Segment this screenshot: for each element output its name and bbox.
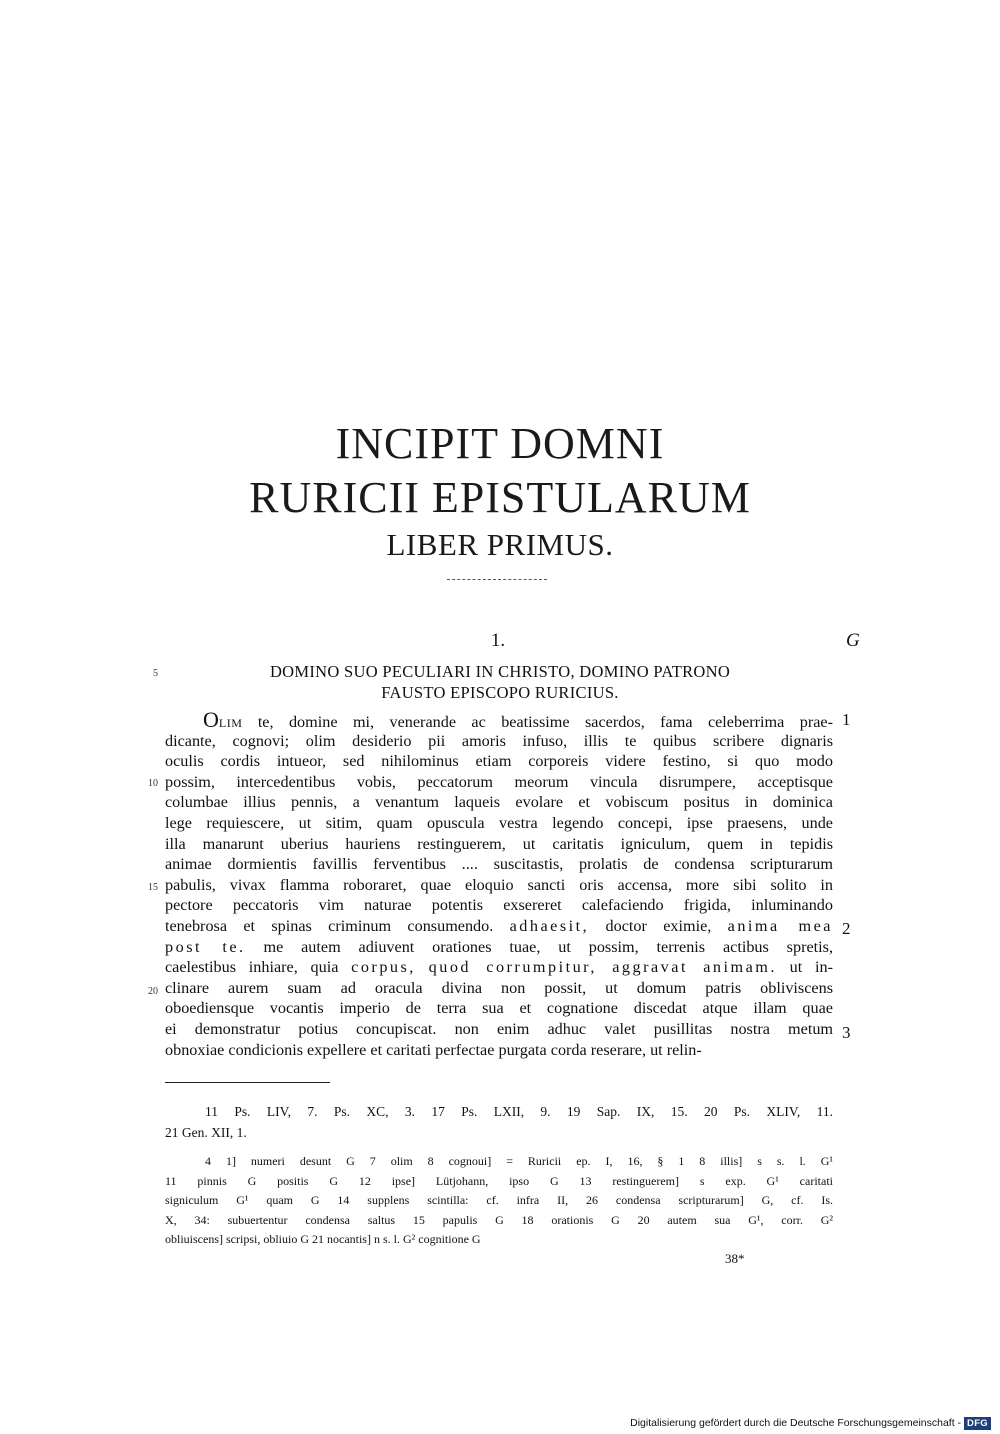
spaced-word: corpus, <box>351 958 416 977</box>
body-line: lege requiescere, ut sitim, quam opuscula vestra legendo concepi, ipse praesens, unde <box>165 813 833 832</box>
body-line: obnoxiae condicionis expellere et caritati perfectae purgata corda reserare, ut relin- <box>165 1040 702 1059</box>
line-number-address: 5 <box>153 668 158 679</box>
letter-number: 1. <box>490 630 506 651</box>
spaced-word: post te. <box>165 937 246 956</box>
critical-apparatus <box>165 1152 833 1250</box>
title-line-1: INCIPIT DOMNI <box>335 419 665 468</box>
footnote-rule <box>165 1082 330 1083</box>
body-line-text: doctor eximie, <box>605 916 712 935</box>
line-number: 10 <box>148 778 158 789</box>
spaced-word: adhaesit, <box>509 916 590 935</box>
body-line <box>165 957 833 978</box>
apparatus-line: 4 1] numeri desunt G 7 olim 8 cognoui] = Ruricii ep. I, 16, § 1 8 illis] s s. l. G¹ <box>205 1154 833 1168</box>
line-number: 20 <box>148 986 158 997</box>
source-apparatus <box>165 1101 833 1143</box>
ornament-rule <box>447 579 547 580</box>
page-number: 38* <box>725 1251 745 1266</box>
body-line-text: tenebrosa et spinas criminum consumendo. <box>165 916 494 935</box>
body-line: clinare aurem suam ad oracula divina non possit, ut domum patris obliviscens <box>165 978 833 997</box>
address-line-2: FAUSTO EPISCOPO RURICIUS. <box>381 683 619 702</box>
digitization-credit <box>630 1416 991 1430</box>
body-line-text: me autem adiuvent orationes tuae, ut possim, terrenis actibus spretis, <box>245 937 833 956</box>
title-line-3: LIBER PRIMUS. <box>386 527 614 562</box>
body-line: possim, intercedentibus vobis, peccatorum meorum vincula disrumpere, acceptisque <box>165 772 833 791</box>
manuscript-siglum: G <box>846 630 860 651</box>
apparatus-line: X, 34: subuertentur condensa saltus 15 papulis G 18 orationis G 20 autem sua G¹, corr. G² <box>165 1212 833 1227</box>
apparatus-line: obliuiscens] scripsi, obliuio G 21 nocantis] n s. l. G² cognitione G <box>165 1232 481 1246</box>
section-number: 2 <box>842 919 851 938</box>
title-line-2: RURICII EPISTULARUM <box>249 473 751 522</box>
spaced-word: quod corrumpitur, aggravat animam. <box>428 958 777 977</box>
section-number: 1 <box>842 710 851 729</box>
source-line: 11 Ps. LIV, 7. Ps. XC, 3. 17 Ps. LXII, 9. 19 Sap. IX, 15. 20 Ps. XLIV, 11. <box>205 1104 833 1119</box>
source-line: 21 Gen. XII, 1. <box>165 1125 247 1140</box>
credit-text: Digitalisierung gefördert durch die Deutsche Forschungsgemeinschaft - <box>630 1417 962 1429</box>
body-line-text: ut in- <box>776 958 833 977</box>
apparatus-line: 11 pinnis G positis G 12 ipse] Lütjohann, ipso G 13 restinguerem] s exp. G¹ caritati <box>165 1173 833 1188</box>
body-line-text: caelestibus inhiare, quia <box>165 958 352 977</box>
section-number: 3 <box>842 1023 851 1042</box>
line-number: 15 <box>148 882 158 893</box>
body-line: ei demonstratur potius concupiscat. non enim adhuc valet pusillitas nostra metum <box>165 1019 833 1038</box>
address-line-1: DOMINO SUO PECULIARI IN CHRISTO, DOMINO PATRONO <box>269 662 731 681</box>
body-line: oboediensque vocantis imperio de terra sua et cognatione discedat atque illam quae <box>165 999 833 1018</box>
body-line-text: te, domine mi, venerande ac beatissime sacerdos, fama celeberrima prae- <box>242 713 833 731</box>
body-line: animae dormientis favillis ferventibus .... suscitastis, prolatis de condensa scripturarum <box>165 855 833 874</box>
initial-smallcaps: LIM <box>218 716 243 730</box>
body-line <box>165 916 833 937</box>
body-line: dicante, cognovi; olim desiderio pii amoris infuso, illis te quibus scribere dignaris <box>165 731 833 750</box>
drop-initial: O <box>203 710 219 731</box>
body-line <box>165 937 833 958</box>
body-line: pectore peccatoris vim naturae potentis exsereret calefaciendo frigida, inluminando <box>165 896 833 915</box>
body-line: oculis cordis intueor, sed nihilominus etiam corporeis videre festino, si quo modo <box>165 752 833 771</box>
apparatus-line: signiculum G¹ quam G 14 supplens scintilla: cf. infra II, 26 condensa scripturarum] G, cf. Is. <box>165 1193 833 1207</box>
letter-body <box>165 710 833 1060</box>
body-line: pabulis, vivax flamma roboraret, quae eloquio sancti oris accensa, more sibi solito in <box>165 875 833 894</box>
body-line: columbae illius pennis, a venantum laqueis evolare et vobiscum positus in dominica <box>165 793 833 812</box>
dfg-logo-icon: DFG <box>964 1417 991 1430</box>
spaced-word: anima mea <box>727 916 833 935</box>
body-line <box>165 710 833 731</box>
body-line: illa manarunt uberius hauriens restinguerem, ut caritatis igniculum, quem in tepidis <box>165 834 833 853</box>
